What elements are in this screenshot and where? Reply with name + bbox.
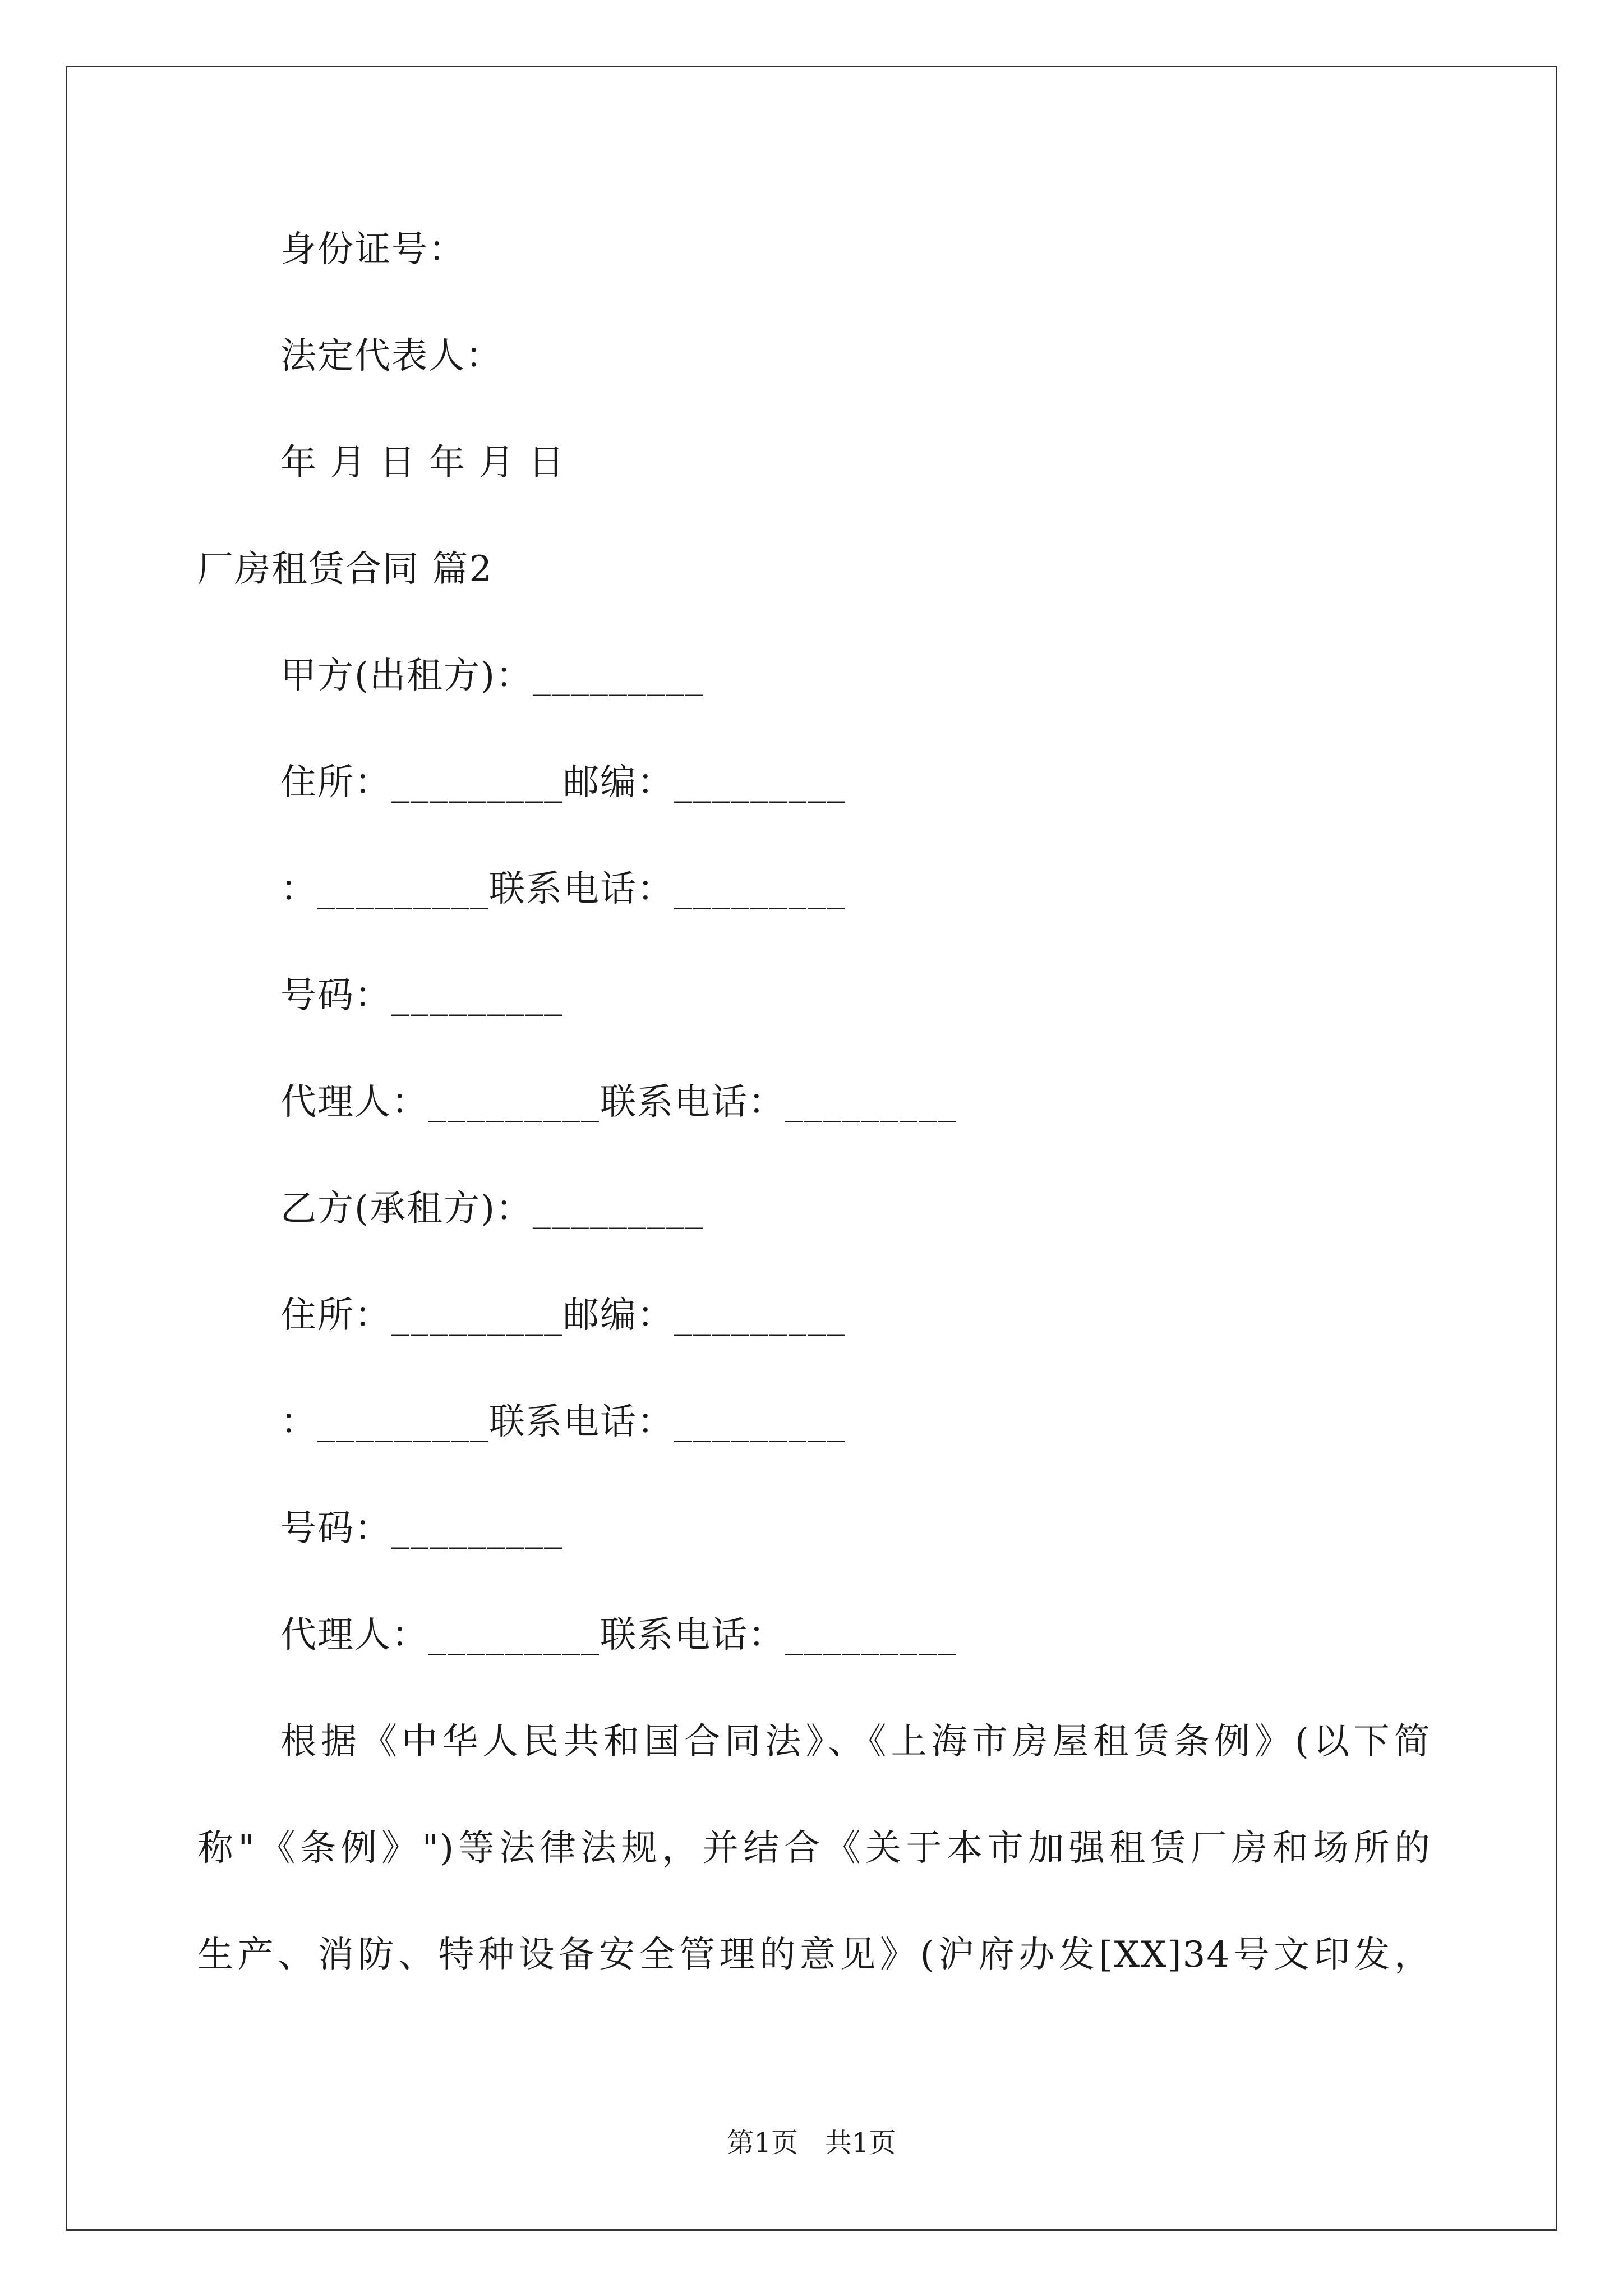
party-a-phone-line: ：_________联系电话：_________ xyxy=(280,868,846,910)
date-line: 年 月 日 年 月 日 xyxy=(280,442,565,484)
section-heading: 厂房租赁合同 篇2 xyxy=(197,549,494,590)
party-a-number-line: 号码：_________ xyxy=(280,975,563,1016)
page-footer: 第1页 共1页 xyxy=(727,2127,896,2159)
party-b-number-line: 号码：_________ xyxy=(280,1508,563,1549)
party-b-phone-line: ：_________联系电话：_________ xyxy=(280,1401,846,1443)
id-number-line: 身份证号： xyxy=(280,229,465,270)
paragraph-line-3: 生产、消防、特种设备安全管理的意见》(沪府办发[XX]34号文印发， xyxy=(197,1934,1431,1976)
paragraph-line-2: 称"《条例》")等法律法规，并结合《关于本市加强租赁厂房和场所的 xyxy=(197,1828,1431,1869)
party-b-address-line: 住所：_________邮编：_________ xyxy=(280,1295,846,1336)
paragraph-line-1: 根据《中华人民共和国合同法》、《上海市房屋租赁条例》(以下简 xyxy=(280,1721,1431,1763)
party-a-address-line: 住所：_________邮编：_________ xyxy=(280,762,846,803)
legal-representative-line: 法定代表人： xyxy=(280,335,502,377)
party-b-agent-line: 代理人：_________联系电话：_________ xyxy=(280,1614,957,1656)
party-a-line: 甲方(出租方)：_________ xyxy=(280,655,704,697)
party-b-line: 乙方(承租方)：_________ xyxy=(280,1188,704,1230)
party-a-agent-line: 代理人：_________联系电话：_________ xyxy=(280,1082,957,1123)
page-frame xyxy=(66,66,1557,2231)
